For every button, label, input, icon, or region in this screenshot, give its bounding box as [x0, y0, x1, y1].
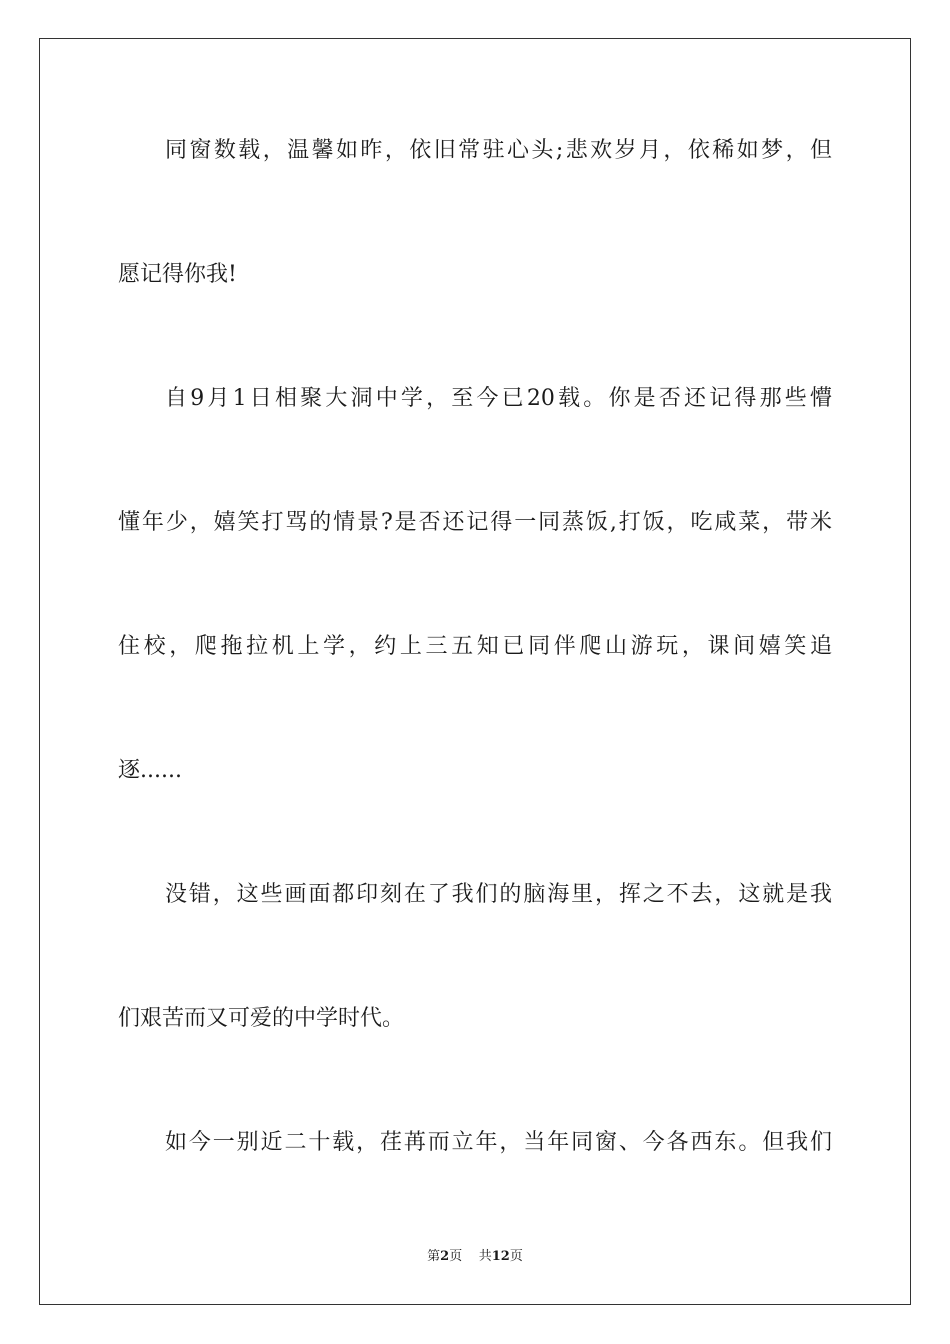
- footer-total-prefix: 共: [478, 1249, 492, 1264]
- footer-page-prefix: 第: [427, 1249, 441, 1264]
- paragraph-2-line-2: 懂年少，嬉笑打骂的情景?是否还记得一同蒸饭,打饭，吃咸菜，带米: [118, 510, 832, 535]
- paragraph-3-line-2: 们艰苦而又可爱的中学时代。: [118, 1006, 405, 1031]
- footer-total-pages: 12: [491, 1249, 510, 1264]
- paragraph-3-line-1: 没错，这些画面都印刻在了我们的脑海里，挥之不去，这就是我: [165, 882, 832, 907]
- footer-total-suffix: 页: [509, 1249, 523, 1264]
- paragraph-2-line-1: 自9月1日相聚大洞中学，至今已20载。你是否还记得那些懵: [165, 386, 832, 411]
- paragraph-2-line-3: 住校，爬拖拉机上学，约上三五知已同伴爬山游玩，课间嬉笑追: [118, 634, 832, 659]
- page-frame: [39, 38, 911, 1305]
- page-footer: [0, 1248, 950, 1266]
- footer-page-number: 2: [440, 1249, 450, 1264]
- paragraph-4-line-1: 如今一别近二十载，荏苒而立年，当年同窗、今各西东。但我们: [165, 1130, 832, 1155]
- paragraph-2-line-4: 逐......: [118, 758, 182, 783]
- paragraph-1-line-1: 同窗数载，温馨如昨，依旧常驻心头;悲欢岁月，依稀如梦，但: [165, 138, 832, 163]
- footer-page-suffix: 页: [449, 1249, 463, 1264]
- paragraph-1-line-2: 愿记得你我!: [118, 262, 237, 287]
